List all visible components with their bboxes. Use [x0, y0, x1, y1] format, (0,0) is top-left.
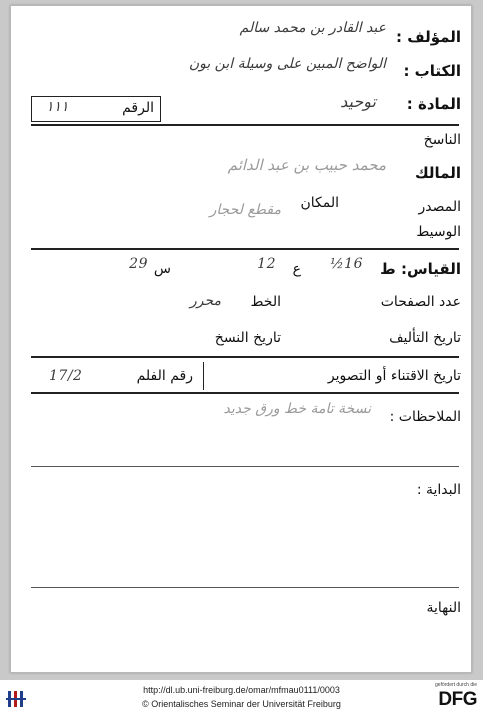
dimensions-label: القياس: ط [380, 260, 461, 278]
script-label: الخط [250, 294, 281, 310]
beginning-line [31, 587, 459, 588]
book-value: الواضح المبين على وسيلة ابن بون [188, 56, 386, 72]
divider-film-bottom [31, 392, 459, 394]
dimensions-lines: 29 [129, 256, 148, 272]
film-number-label: رقم الفلم [136, 368, 193, 384]
owner-value: محمد حبيب بن عبد الدائم [227, 156, 386, 174]
book-label: الكتاب : [403, 62, 461, 80]
acquisition-date-label: تاريخ الاقتناء أو التصوير [327, 368, 461, 384]
composition-date-label: تاريخ التأليف [389, 330, 461, 346]
footer-copyright: © Orientalisches Seminar der Universität Freiburg [142, 699, 341, 709]
footer [0, 680, 483, 714]
divider-middle [31, 248, 459, 250]
notes-line [31, 466, 459, 467]
footer-url[interactable]: http://dl.ub.uni-freiburg.de/omar/mfmau0111/0003 [143, 685, 340, 695]
copyist-label: الناسخ [423, 132, 461, 148]
place-label: المكان [300, 195, 339, 211]
end-label: النهاية [426, 600, 461, 616]
dfg-sponsor-text: gefördert durch die [435, 682, 477, 688]
subject-value: توحيد [340, 92, 376, 111]
owner-label: المالك [414, 164, 461, 182]
beginning-label: البداية : [416, 482, 461, 498]
notes-value: نسخة تامة خط ورق جديد [223, 401, 371, 417]
dimensions-width-label: ع [292, 261, 301, 277]
notes-label: الملاحظات : [389, 409, 461, 425]
number-label: الرقم [122, 100, 154, 116]
number-box [31, 96, 161, 122]
divider-film-top [31, 356, 459, 358]
copy-date-label: تاريخ النسخ [214, 330, 281, 346]
pages-label: عدد الصفحات [380, 294, 461, 310]
subject-label: المادة : [406, 95, 461, 113]
place-value: مقطع لحجار [209, 202, 281, 218]
script-value: محرر [189, 293, 221, 309]
number-value: ١١١ [46, 99, 69, 115]
author-label: المؤلف : [396, 28, 461, 46]
catalog-card [10, 5, 472, 673]
dimensions-length: 16½ [330, 256, 363, 272]
film-number-value: 17/2 [49, 368, 83, 384]
intermediary-label: الوسيط [416, 224, 461, 240]
film-number-box [31, 362, 204, 390]
dimensions-lines-label: س [153, 261, 171, 277]
author-value: عبد القادر بن محمد سالم [239, 20, 386, 36]
dfg-logo: DFG [438, 689, 477, 710]
source-label: المصدر [418, 199, 461, 215]
divider-top [31, 124, 459, 126]
dimensions-width: 12 [257, 256, 276, 272]
